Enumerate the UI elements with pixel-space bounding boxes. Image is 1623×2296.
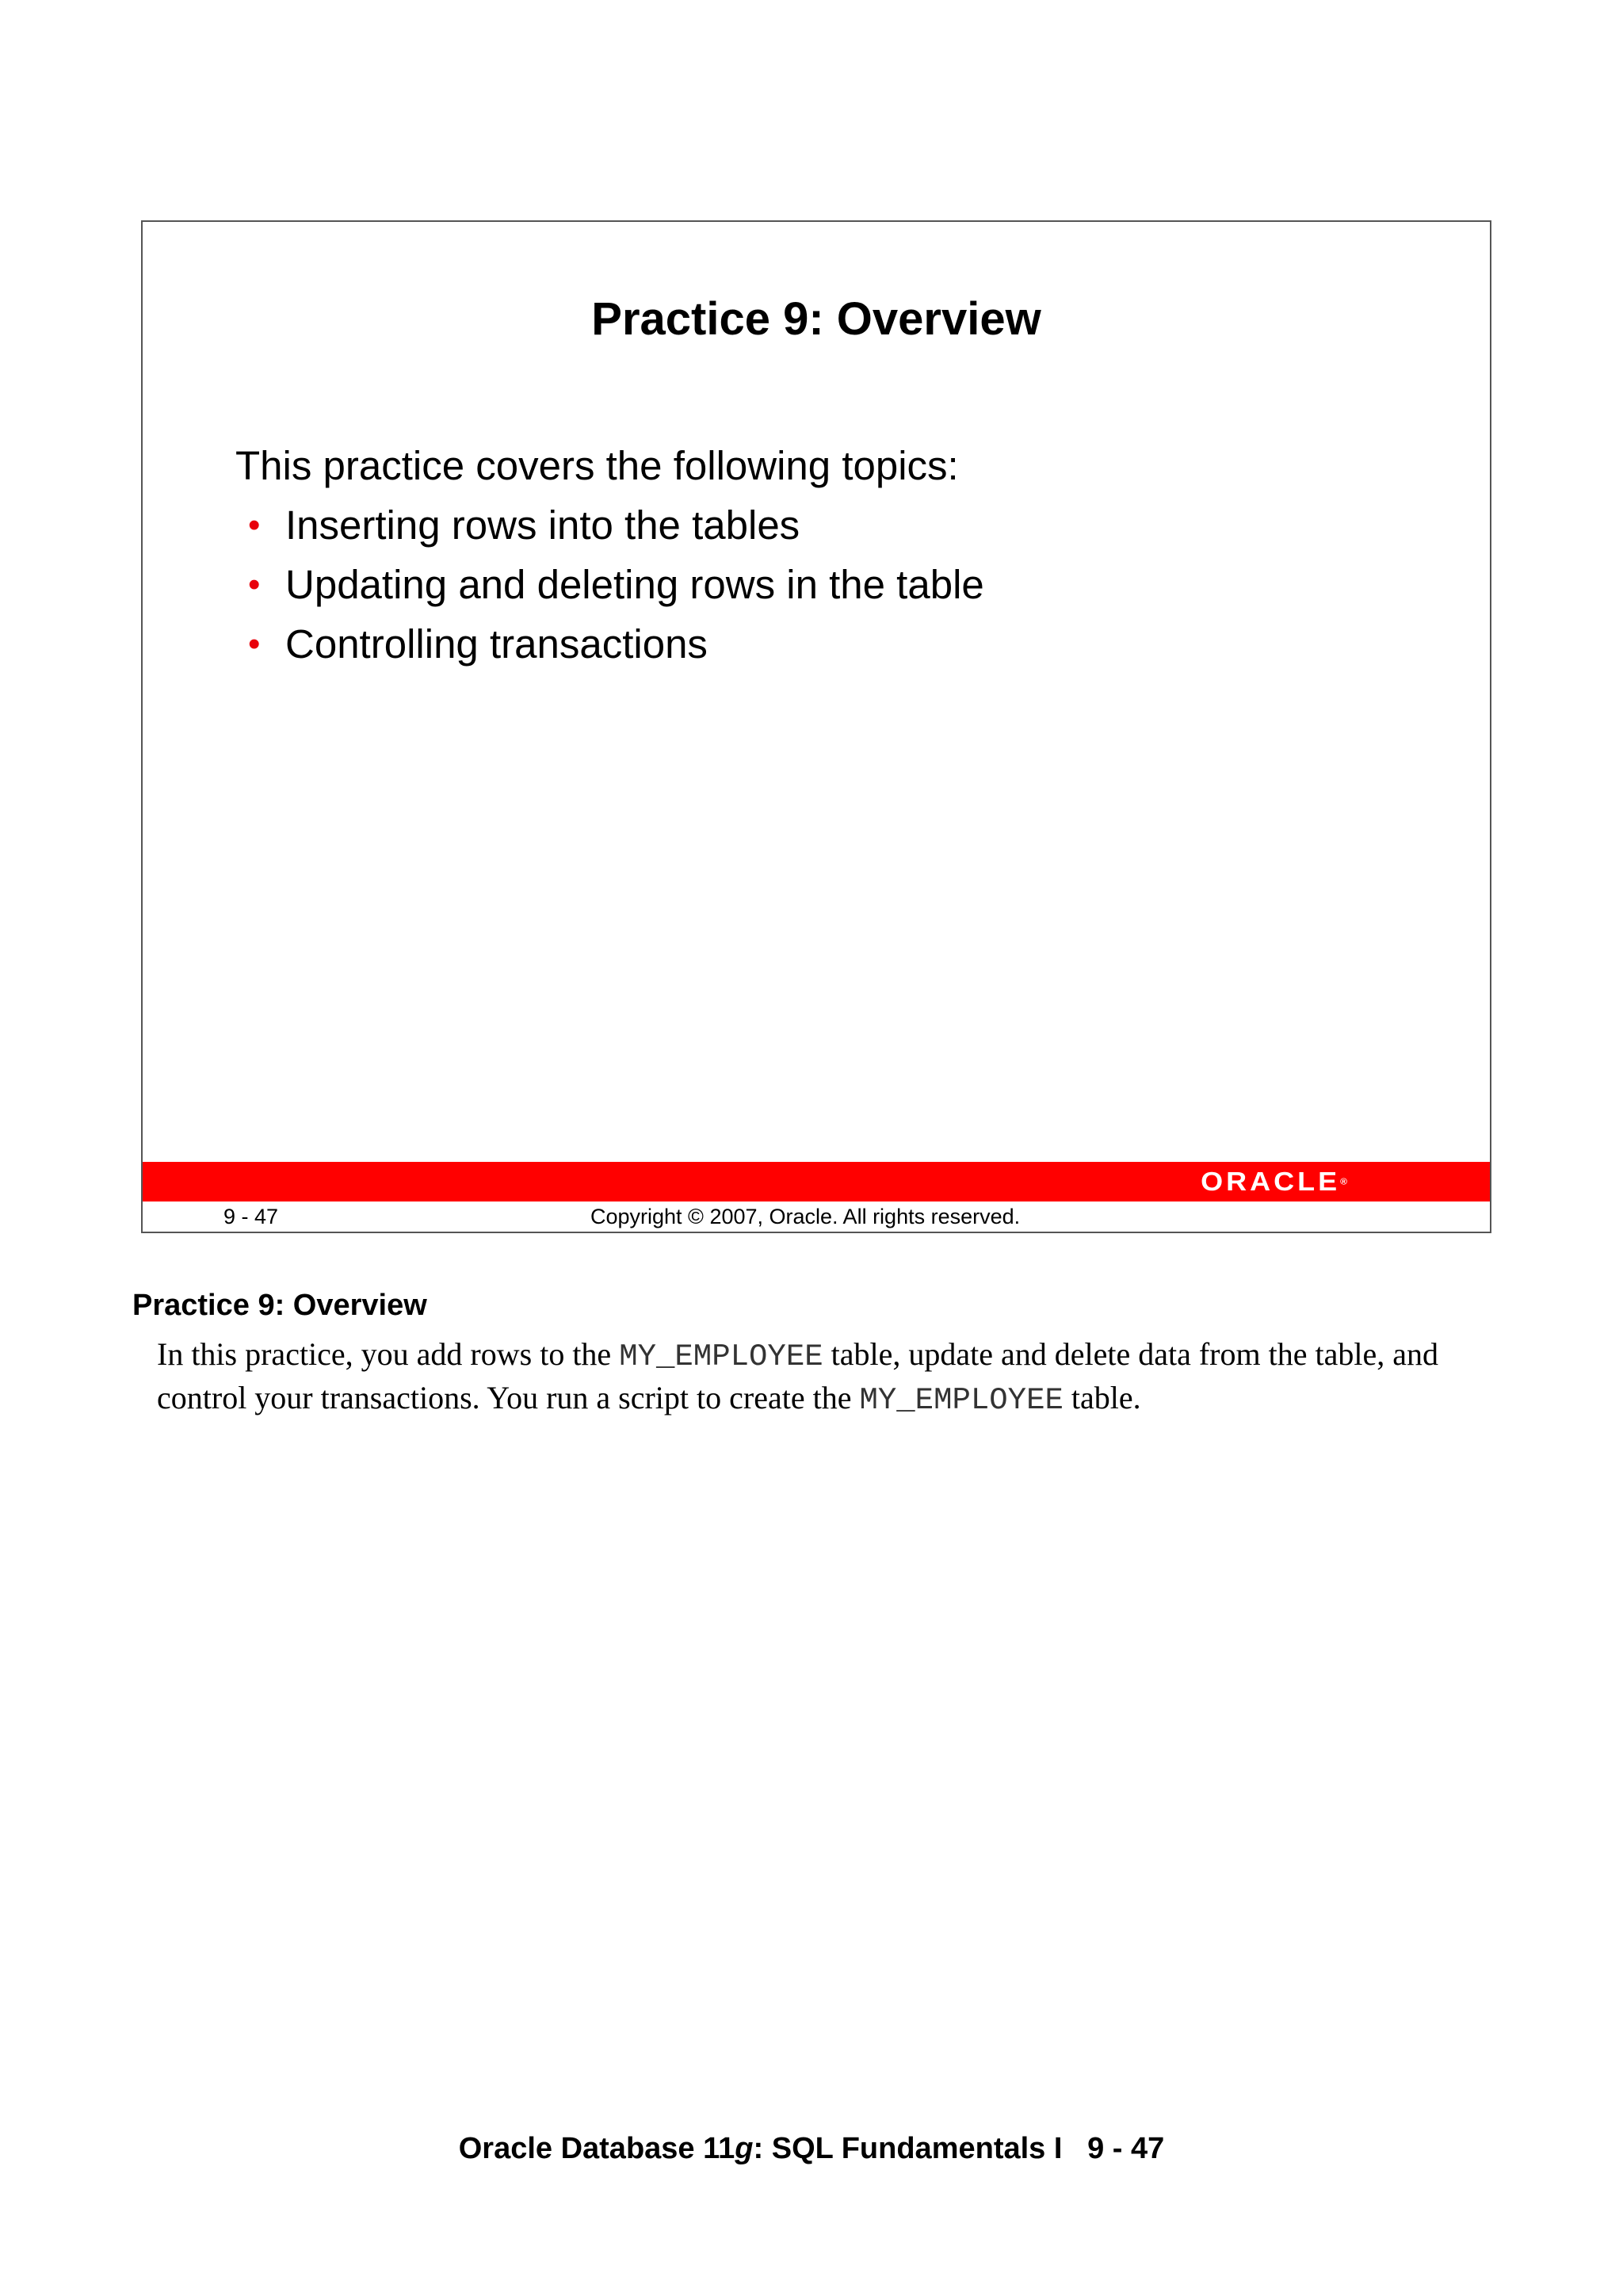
notes-heading: Practice 9: Overview bbox=[132, 1289, 427, 1322]
bullet-icon: • bbox=[248, 625, 261, 663]
logo-text: ORACLE bbox=[1201, 1166, 1341, 1197]
registered-mark: ® bbox=[1340, 1176, 1347, 1187]
notes-text: table, update and delete data from the table, and control your transactions. You run a script to create the bbox=[157, 1336, 1438, 1415]
topic-text: Inserting rows into the tables bbox=[285, 502, 800, 548]
slide-number: 9 - 47 bbox=[223, 1205, 279, 1228]
page-footer bbox=[0, 2132, 1623, 2166]
footer-title: Oracle Database 11 bbox=[458, 2132, 735, 2165]
list-item bbox=[248, 495, 1424, 555]
topic-text: Controlling transactions bbox=[285, 621, 708, 667]
notes-text: In this practice, you add rows to the bbox=[157, 1336, 620, 1372]
footer-page-number: : SQL Fundamentals I 9 - 47 bbox=[753, 2132, 1165, 2165]
bullet-icon: • bbox=[248, 565, 261, 604]
notes-text: table. bbox=[1063, 1380, 1141, 1415]
footer-red-bar bbox=[143, 1162, 1490, 1201]
copyright-notice: Copyright © 2007, Oracle. All rights reserved. bbox=[590, 1205, 1021, 1228]
table-name-code: MY_EMPLOYEE bbox=[859, 1383, 1064, 1418]
oracle-logo bbox=[1201, 1166, 1347, 1197]
list-item bbox=[248, 614, 1424, 674]
bullet-icon: • bbox=[248, 506, 261, 544]
slide-intro-text: This practice covers the following topics: bbox=[235, 443, 959, 488]
slide-title: Practice 9: Overview bbox=[591, 293, 1041, 345]
topic-list bbox=[235, 495, 1424, 674]
topic-text: Updating and deleting rows in the table bbox=[285, 562, 984, 607]
footer-title-italic: g bbox=[735, 2132, 754, 2165]
list-item bbox=[248, 555, 1424, 614]
notes-paragraph bbox=[157, 1334, 1520, 1421]
slide-body bbox=[235, 436, 1424, 674]
slide-frame bbox=[141, 220, 1491, 1233]
table-name-code: MY_EMPLOYEE bbox=[619, 1339, 823, 1374]
slide-footer bbox=[143, 1201, 1490, 1233]
